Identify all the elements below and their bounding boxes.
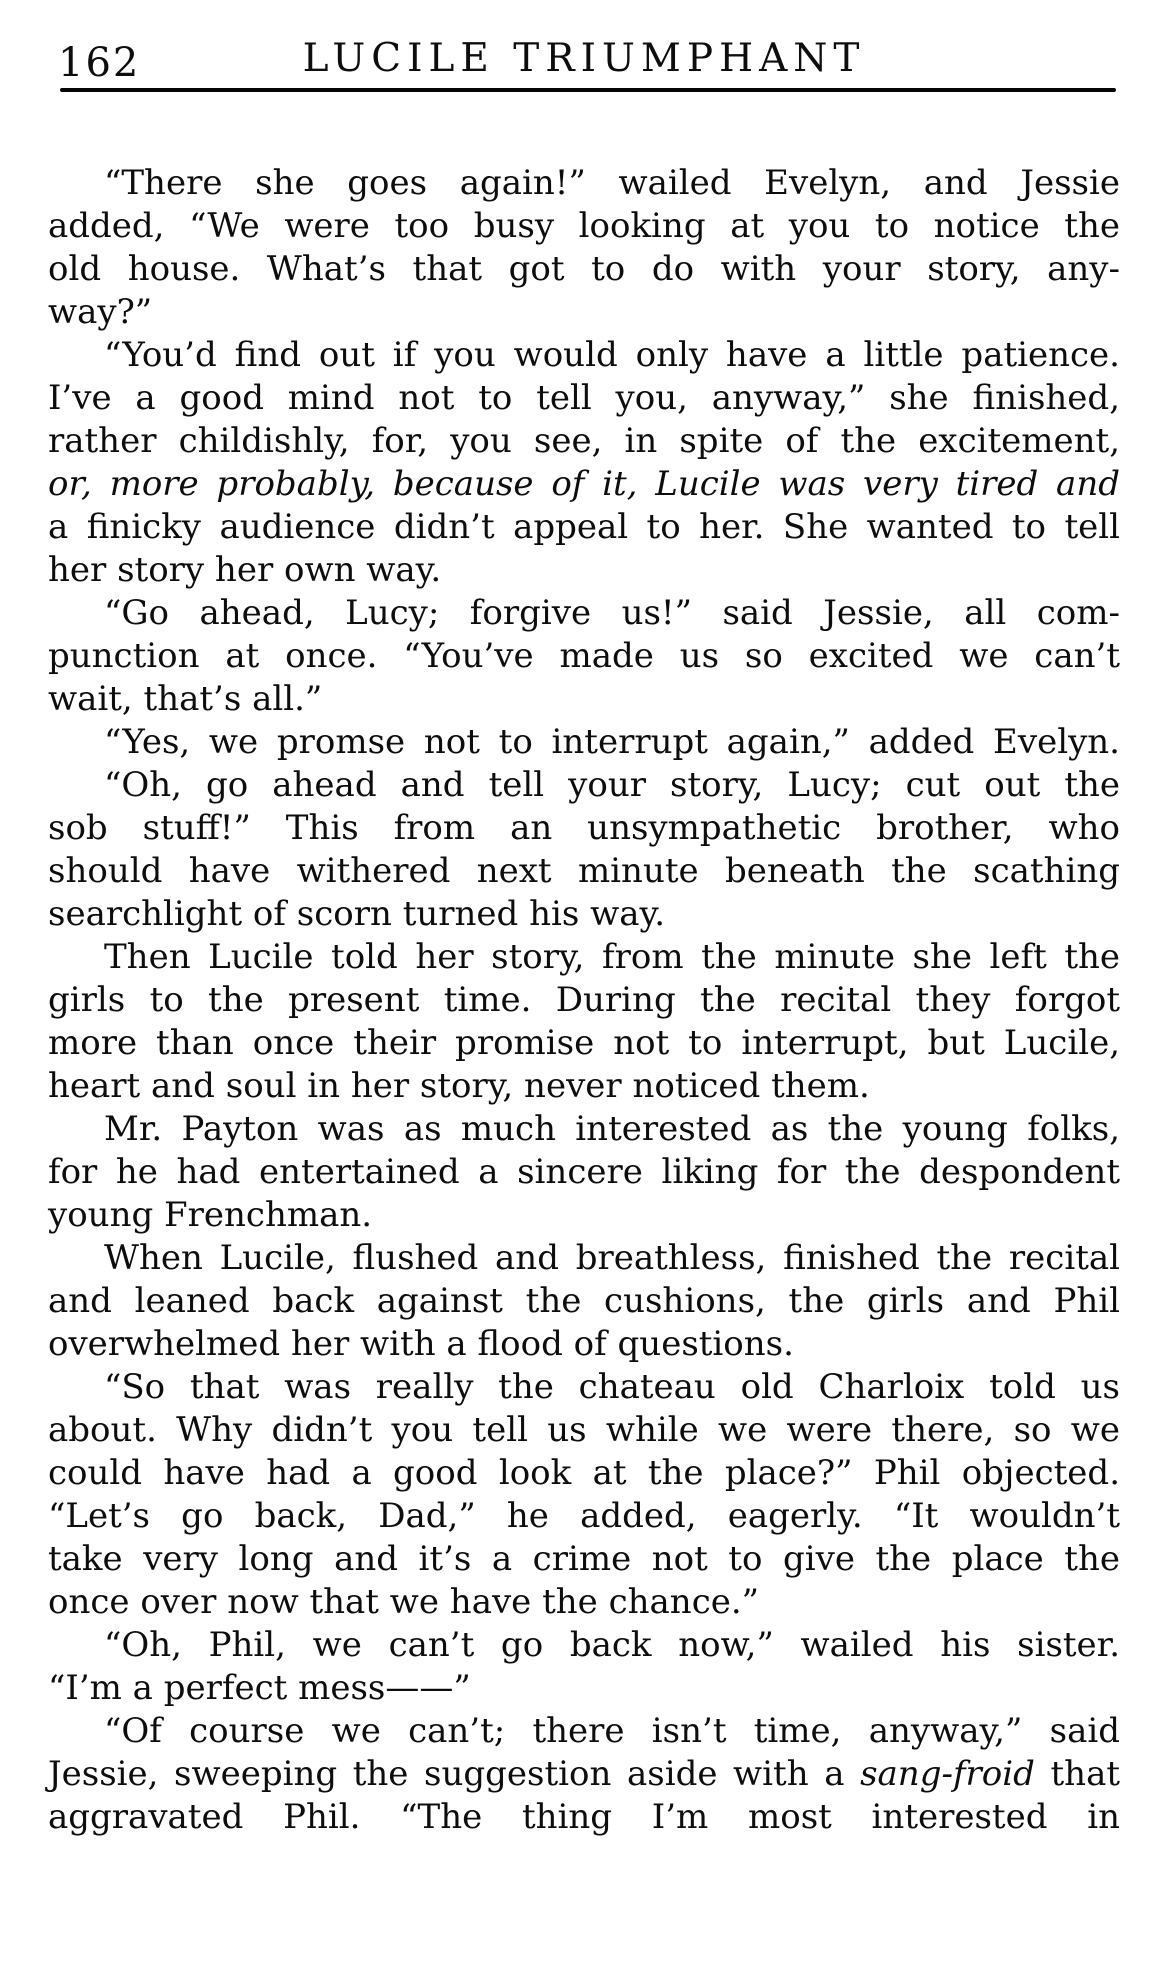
text-line <box>48 721 1120 764</box>
body-text: “Go ahead, Lucy; forgive us!” said Jessie, all com- <box>104 593 1120 633</box>
text-line <box>48 1624 1120 1667</box>
text-line <box>48 549 1120 592</box>
text-line <box>48 764 1120 807</box>
text-line <box>48 463 1120 506</box>
body-text: added, “We were too busy looking at you to notice the <box>48 206 1120 246</box>
body-text: “Oh, go ahead and tell your story, Lucy; cut out the <box>104 765 1120 805</box>
body-text: wait, that’s all.” <box>48 679 323 719</box>
body-text: girls to the present time. During the recital they forgot <box>48 980 1120 1020</box>
body-text: “You’d find out if you would only have a little patience. <box>104 335 1120 375</box>
text-line <box>48 162 1120 205</box>
body-text: “Yes, we promse not to interrupt again,” added Evelyn. <box>104 722 1120 762</box>
text-line <box>48 205 1120 248</box>
body-text: “Oh, Phil, we can’t go back now,” wailed his sister. <box>104 1625 1120 1665</box>
body-text: take very long and it’s a crime not to give the place the <box>48 1539 1120 1579</box>
text-line <box>48 1022 1120 1065</box>
text-line <box>48 1409 1120 1452</box>
body-text: sob stuff!” This from an unsympathetic brother, who <box>48 808 1120 848</box>
text-line <box>48 334 1120 377</box>
body-text: “So that was really the chateau old Charloix told us <box>104 1367 1120 1407</box>
text-line <box>48 1495 1120 1538</box>
text-line <box>48 807 1120 850</box>
text-line <box>48 893 1120 936</box>
body-text: about. Why didn’t you tell us while we were there, so we <box>48 1410 1120 1450</box>
body-text: her story her own way. <box>48 550 442 590</box>
body-text: a finicky audience didn’t appeal to her. She wanted to tell <box>48 507 1120 547</box>
italic-text: or, more probably, because of it, Lucile was very tired and <box>48 464 1120 504</box>
text-block <box>48 162 1120 1839</box>
body-text: “I’m a perfect mess——” <box>48 1668 471 1708</box>
text-line <box>48 377 1120 420</box>
text-line <box>48 979 1120 1022</box>
body-text: “Of course we can’t; there isn’t time, anyway,” said <box>104 1711 1120 1751</box>
text-line <box>48 248 1120 291</box>
text-line <box>48 1065 1120 1108</box>
body-text: I’ve a good mind not to tell you, anyway,” she finished, <box>48 378 1120 418</box>
body-text: way?” <box>48 292 153 332</box>
text-line <box>48 850 1120 893</box>
text-line <box>48 1237 1120 1280</box>
body-text: old house. What’s that got to do with your story, any- <box>48 249 1120 289</box>
body-text: overwhelmed her with a flood of questions. <box>48 1324 794 1364</box>
page-header <box>48 34 1120 90</box>
italic-text: sang-froid <box>860 1754 1035 1794</box>
text-line <box>48 936 1120 979</box>
text-line <box>48 1194 1120 1237</box>
text-line <box>48 420 1120 463</box>
body-text: heart and soul in her story, never noticed them. <box>48 1066 870 1106</box>
body-text: Mr. Payton was as much interested as the young folks, <box>104 1109 1120 1149</box>
text-line <box>48 1280 1120 1323</box>
header-rule <box>60 88 1116 92</box>
body-text: could have had a good look at the place?” Phil objected. <box>48 1453 1120 1493</box>
body-text: rather childishly, for, you see, in spite of the excitement, <box>48 421 1120 461</box>
text-line <box>48 1667 1120 1710</box>
text-line <box>48 1796 1120 1839</box>
text-line <box>48 1581 1120 1624</box>
body-text: aggravated Phil. “The thing I’m most interested in <box>48 1797 1120 1837</box>
body-text: for he had entertained a sincere liking for the despondent <box>48 1152 1120 1192</box>
text-line <box>48 592 1120 635</box>
text-line <box>48 1452 1120 1495</box>
text-line <box>48 1151 1120 1194</box>
body-text: once over now that we have the chance.” <box>48 1582 760 1622</box>
body-text: more than once their promise not to interrupt, but Lucile, <box>48 1023 1120 1063</box>
body-text: young Frenchman. <box>48 1195 373 1235</box>
body-text: and leaned back against the cushions, the girls and Phil <box>48 1281 1120 1321</box>
body-text: should have withered next minute beneath the scathing <box>48 851 1120 891</box>
text-line <box>48 1108 1120 1151</box>
text-line <box>48 1753 1120 1796</box>
text-line <box>48 635 1120 678</box>
page-number: 162 <box>58 40 141 86</box>
body-text: When Lucile, flushed and breathless, finished the recital <box>104 1238 1120 1278</box>
body-text: punction at once. “You’ve made us so excited we can’t <box>48 636 1120 676</box>
body-text: “There she goes again!” wailed Evelyn, and Jessie <box>104 163 1120 203</box>
body-text: Then Lucile told her story, from the minute she left the <box>104 937 1120 977</box>
body-text: that <box>1034 1754 1121 1794</box>
text-line <box>48 678 1120 721</box>
text-line <box>48 1710 1120 1753</box>
body-text: searchlight of scorn turned his way. <box>48 894 665 934</box>
running-title: LUCILE TRIUMPHANT <box>302 36 866 81</box>
text-line <box>48 1366 1120 1409</box>
text-line <box>48 1538 1120 1581</box>
text-line <box>48 506 1120 549</box>
text-line <box>48 1323 1120 1366</box>
text-line <box>48 291 1120 334</box>
body-text: “Let’s go back, Dad,” he added, eagerly. “It wouldn’t <box>48 1496 1120 1536</box>
body-text: Jessie, sweeping the suggestion aside with a <box>48 1754 861 1794</box>
